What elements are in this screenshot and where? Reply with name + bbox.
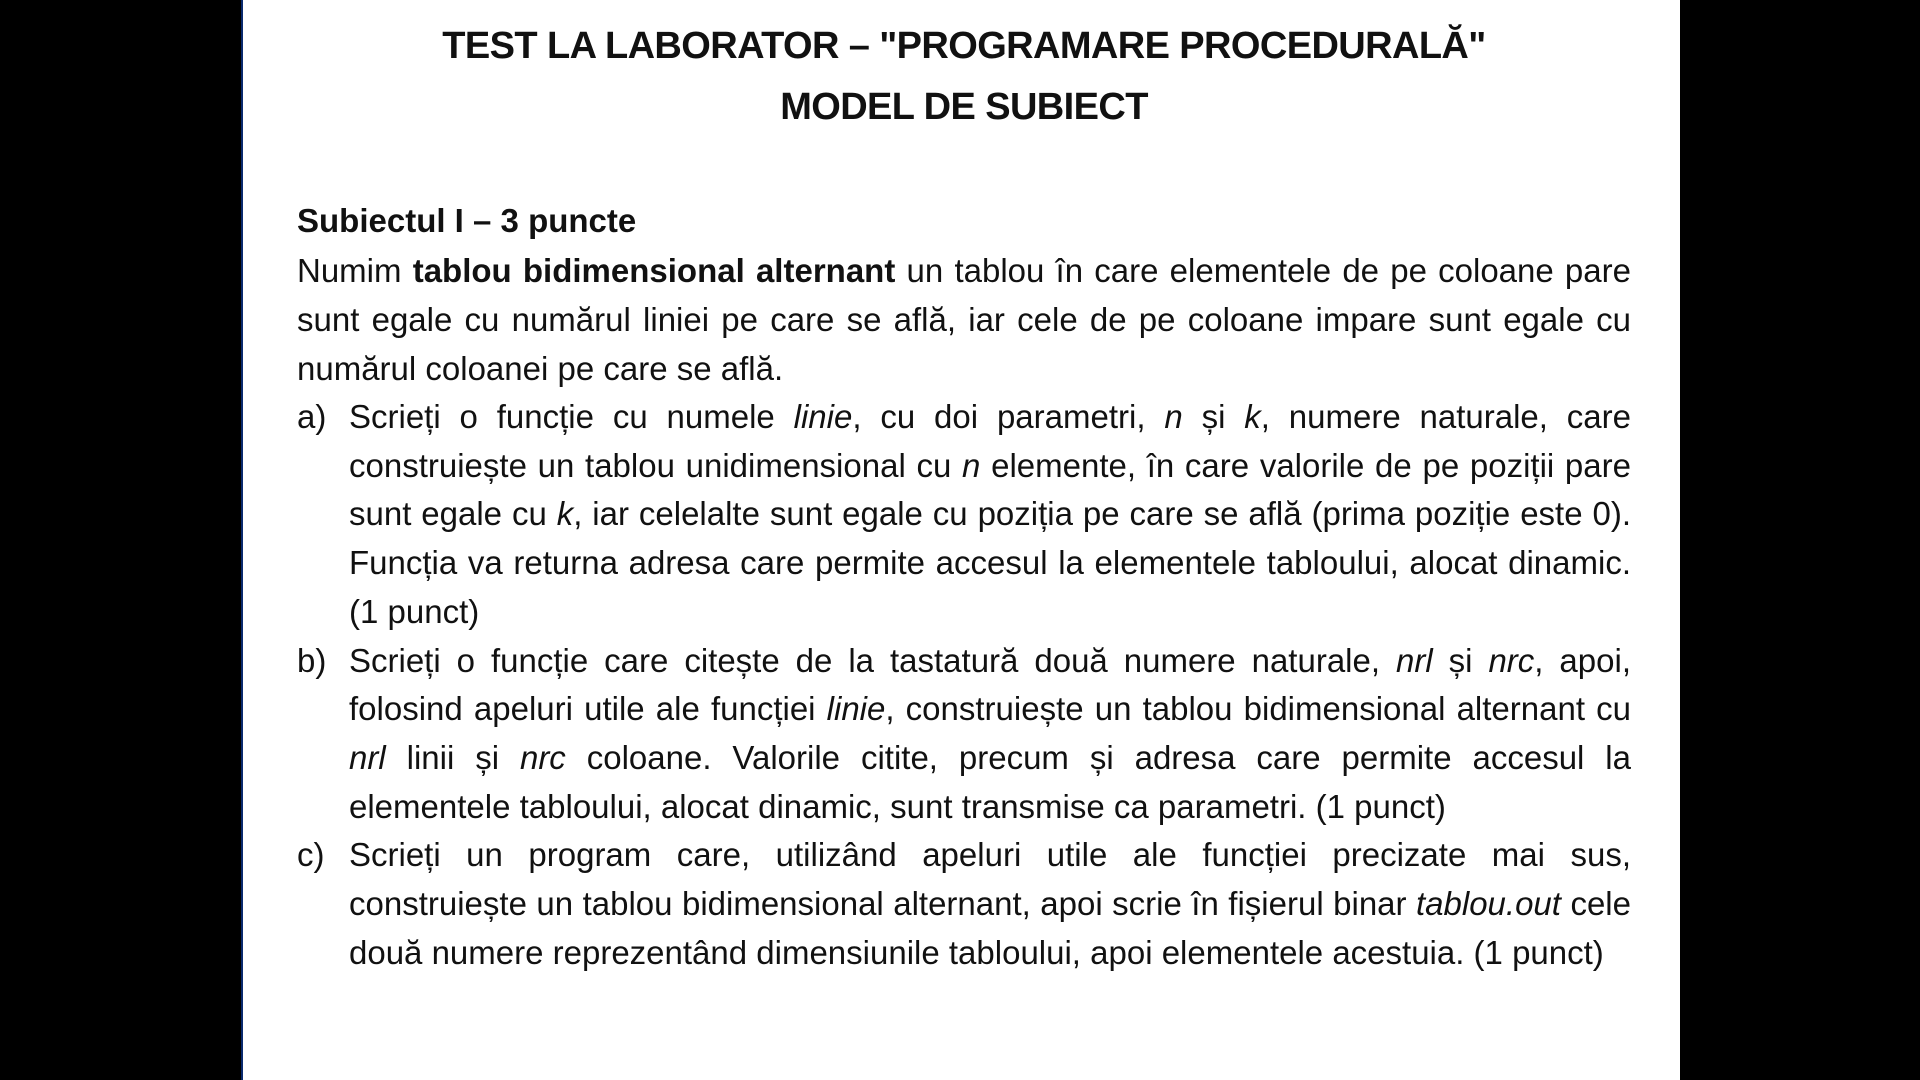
- item-text: cele două numere reprezentând dimensiunile tabloului, apoi elementele acestuia. (1 punct): [349, 885, 1631, 971]
- intro-bold-term: tablou bidimensional alternant: [412, 252, 896, 289]
- item-text: , apoi, folosind apeluri utile ale funcției: [349, 641, 1631, 728]
- item-italic: k: [1244, 398, 1261, 435]
- subject-item-a: [297, 393, 1631, 637]
- item-text: Scrieți un program care, utilizând apeluri utile ale funcției precizate mai sus, construiește un tablou bidimensional alternant, apoi scrie în fișierul binar: [349, 836, 1631, 923]
- subject-item-c: [297, 831, 1631, 977]
- document-page: [243, 0, 1680, 1080]
- item-text: , cu doi parametri,: [852, 398, 1165, 435]
- item-text: , iar celelalte sunt egale cu poziția pe care se află (prima poziție este 0). Funcția va returna adresa care permite accesul la elementele tabloului, alocat dinamic. (1 punct): [349, 495, 1631, 630]
- item-italic: nrl: [1396, 641, 1433, 679]
- intro-text-2: un tablou în care elementele de pe coloane pare sunt egale cu numărul liniei pe care se află, iar cele de pe coloane impare sunt egale cu numărul coloanei pe care se află.: [297, 252, 1631, 387]
- item-italic: n: [962, 446, 981, 484]
- item-italic: linie: [793, 398, 853, 435]
- item-italic: k: [556, 495, 574, 533]
- item-text: Scrieți o funcție cu numele: [349, 398, 794, 435]
- item-text: coloane. Valorile citite, precum și adresa care permite accesul la elementele tabloului, alocat dinamic, sunt transmise ca parametri. (1 punct): [349, 738, 1631, 825]
- title-line-2: MODEL DE SUBIECT: [780, 86, 1148, 128]
- item-text: și: [1432, 641, 1489, 679]
- item-italic: linie: [826, 690, 886, 728]
- item-label: b): [297, 641, 327, 679]
- intro-paragraph: [297, 246, 1631, 393]
- item-italic: nrl: [349, 738, 386, 776]
- title-line-1: TEST LA LABORATOR – "PROGRAMARE PROCEDURALĂ": [442, 25, 1486, 67]
- item-text: elemente, în care valorile de pe poziții pare sunt egale cu: [349, 446, 1631, 533]
- intro-text-1: Numim: [297, 252, 413, 289]
- item-text: și: [1182, 398, 1245, 435]
- subject-items-list: [297, 393, 1631, 977]
- item-text: Scrieți o funcție care citește de la tastatură două numere naturale,: [349, 641, 1396, 679]
- section-heading: Subiectul I – 3 puncte: [297, 202, 637, 239]
- item-italic: n: [1164, 398, 1183, 435]
- document-content: [297, 16, 1631, 977]
- item-italic: nrc: [519, 738, 566, 776]
- document-title: [297, 16, 1631, 138]
- item-italic: tablou.out: [1416, 885, 1561, 923]
- subject-item-b: [297, 637, 1631, 832]
- item-text: linii și: [385, 738, 520, 776]
- item-text: , numere naturale, care construiește un tablou unidimensional cu: [349, 398, 1632, 484]
- item-label: c): [297, 836, 325, 874]
- item-label: a): [297, 398, 327, 435]
- item-text: , construiește un tablou bidimensional alternant cu: [885, 690, 1631, 728]
- item-italic: nrc: [1488, 641, 1535, 679]
